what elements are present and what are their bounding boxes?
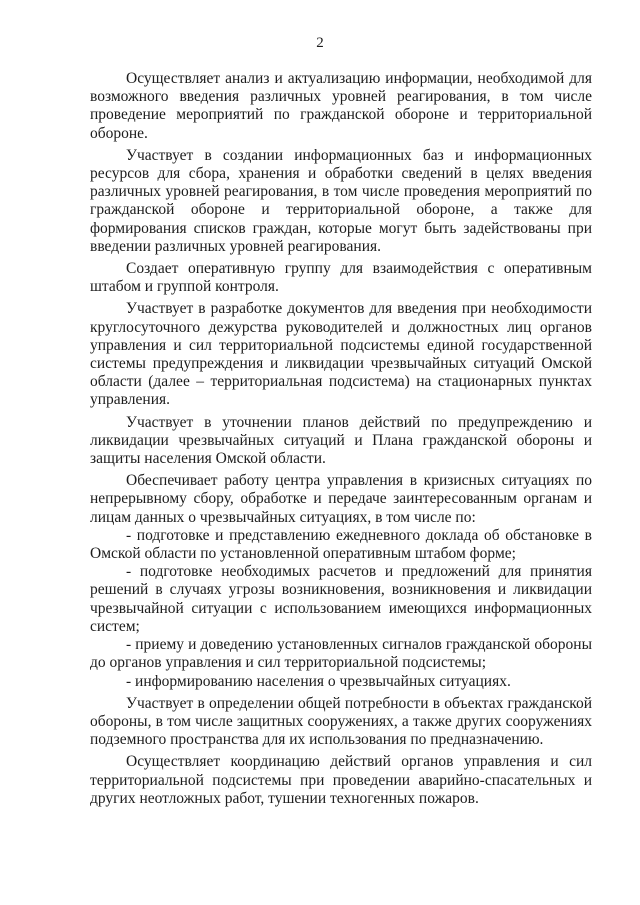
page-number: 2	[316, 35, 324, 51]
paragraph-information-bases: Участвует в создании информационных баз и информационных ресурсов для сбора, хранения и обработки сведений в целях введения различных уровней реагирования, в том числе проведения мероприятий по гражданской обороне и территориальной обороне, а также для формирования списков граждан, которые могут быть задействованы при введении различных уровней реагирования.	[90, 146, 592, 255]
list-item-calculations: - подготовке необходимых расчетов и предложений для принятия решений в случаях угрозы возникновения, возникновения и ликвидации чрезвычайной ситуации с использованием имеющихся информационных систем;	[90, 563, 592, 635]
list-item-informing-population: - информированию населения о чрезвычайных ситуациях.	[126, 672, 511, 690]
paragraph-analysis: Осуществляет анализ и актуализацию информации, необходимой для возможного введения различных уровней реагирования, в том числе проведение мероприятий по гражданской обороне и территориальной обороне.	[90, 70, 592, 142]
list-item-signals: - приему и доведению установленных сигналов гражданской обороны до органов управления и сил территориальной подсистемы;	[90, 636, 592, 672]
paragraph-duty-documents: Участвует в разработке документов для введения при необходимости круглосуточного дежурства руководителей и должностных лиц органов управления и сил территориальной подсистемы единой государственной системы предупреждения и ликвидации чрезвычайных ситуаций Омской области (далее – территориальная подсистема) на стационарных пунктах управления.	[90, 300, 592, 409]
paragraph-action-plans: Участвует в уточнении планов действий по предупреждению и ликвидации чрезвычайных ситуаций и Плана гражданской обороны и защиты населения Омской области.	[90, 413, 592, 468]
paragraph-coordination: Осуществляет координацию действий органов управления и сил территориальной подсистемы при проведении аварийно-спасательных и других неотложных работ, тушении техногенных пожаров.	[90, 753, 592, 807]
list-item-daily-report: - подготовке и представлению ежедневного доклада об обстановке в Омской области по установленной оперативным штабом форме;	[90, 526, 592, 563]
document-body	[90, 70, 592, 812]
paragraph-crisis-center: Обеспечивает работу центра управления в кризисных ситуациях по непрерывному сбору, обработке и передаче заинтересованным органам и лицам данных о чрезвычайных ситуациях, в том числе по:	[90, 472, 592, 526]
paragraph-civil-defense-needs: Участвует в определении общей потребности в объектах гражданской обороны, в том числе защитных сооружениях, а также других сооружениях подземного пространства для их использования по предназначению.	[90, 694, 592, 749]
paragraph-operational-group: Создает оперативную группу для взаимодействия с оперативным штабом и группой контроля.	[90, 260, 592, 296]
